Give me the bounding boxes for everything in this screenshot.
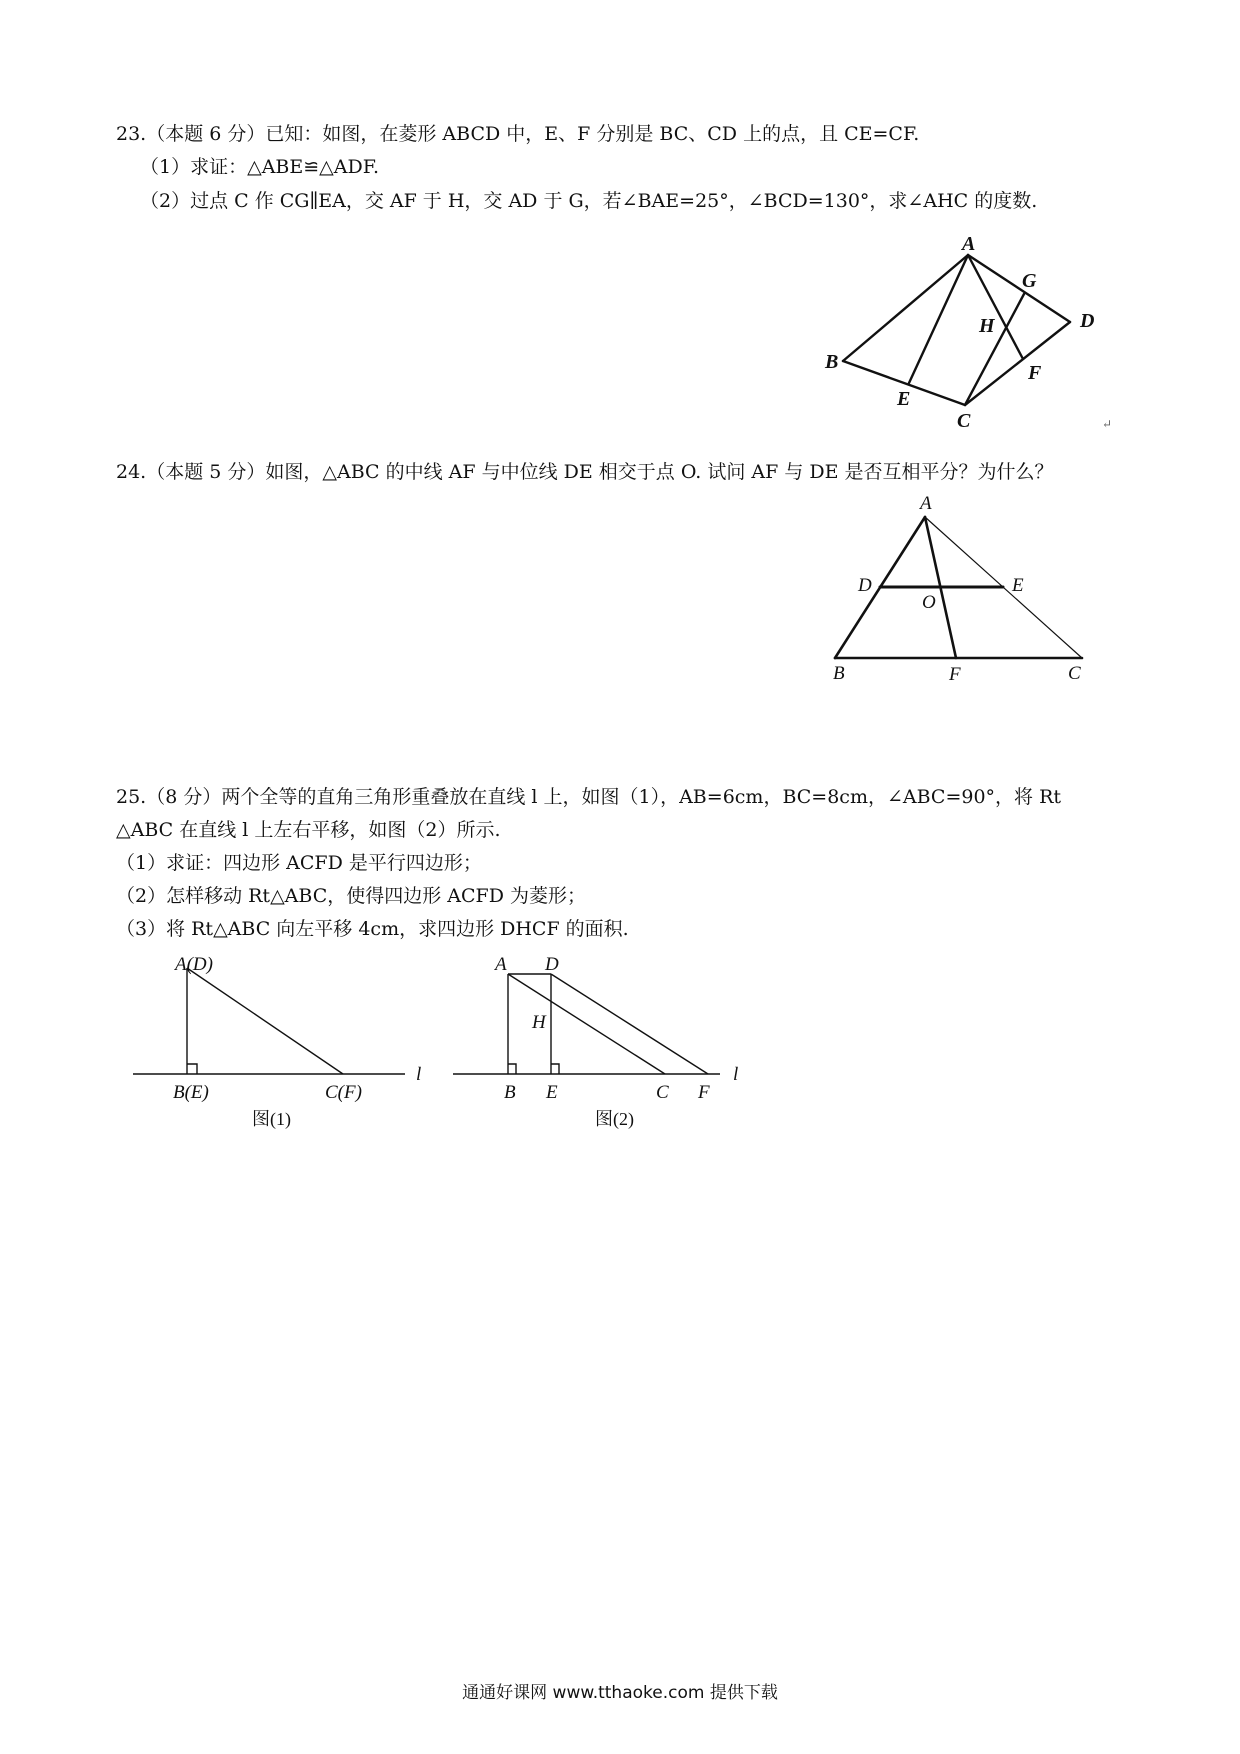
fig1-label-l: l [416, 1064, 422, 1085]
fig1-label-c-f: C(F) [325, 1082, 362, 1103]
footer: 通通好课网 www.tthaoke.com 提供下载 [462, 1683, 778, 1703]
fig2-label-d: D [545, 954, 559, 975]
q23-stem: 23.（本题 6 分）已知：如图，在菱形 ABCD 中，E、F 分别是 BC、CD 上的点，且 CE=CF. [116, 123, 920, 145]
fig2-label-a: A [495, 954, 507, 975]
q23-label-g: G [1022, 270, 1037, 292]
q24-label-b: B [833, 663, 845, 684]
q23-label-d: D [1080, 310, 1095, 332]
q25-part1: （1）求证：四边形 ACFD 是平行四边形； [116, 852, 482, 874]
q25-part2: （2）怎样移动 Rt△ABC，使得四边形 ACFD 为菱形； [116, 885, 587, 907]
q23-label-c: C [957, 410, 971, 432]
fig2-label-l: l [733, 1064, 739, 1085]
q25-stem-line2: △ABC 在直线 l 上左右平移，如图（2）所示. [116, 819, 501, 841]
q25-figure-1 [125, 950, 435, 1130]
fig1-caption: 图(1) [252, 1109, 291, 1129]
return-mark: ↵ [1102, 417, 1113, 431]
fig2-label-e: E [546, 1082, 558, 1103]
fig2-label-h: H [532, 1012, 546, 1033]
q25-part3: （3）将 Rt△ABC 向左平移 4cm，求四边形 DHCF 的面积. [116, 918, 629, 940]
q23-part1: （1）求证：△ABE≌△ADF. [140, 156, 380, 178]
fig2-label-b: B [504, 1082, 516, 1103]
fig2-label-f: F [698, 1082, 710, 1103]
q23-rhombus-figure [800, 235, 1130, 435]
q23-part2: （2）过点 C 作 CG∥EA，交 AF 于 H，交 AD 于 G，若∠BAE=25°，∠BCD=130°，求∠AHC 的度数. [140, 190, 1038, 212]
q23-label-a: A [962, 233, 976, 255]
q24-triangle-figure [820, 495, 1090, 685]
fig1-label-a-d: A(D) [175, 954, 213, 975]
q23-label-b: B [825, 351, 839, 373]
fig2-label-c: C [656, 1082, 669, 1103]
q24-stem: 24.（本题 5 分）如图，△ABC 的中线 AF 与中位线 DE 相交于点 O. 试问 AF 与 DE 是否互相平分？为什么？ [116, 461, 1054, 483]
q24-label-e: E [1012, 575, 1024, 596]
fig1-label-b-e: B(E) [173, 1082, 209, 1103]
q24-label-o: O [922, 592, 936, 613]
q24-label-a: A [920, 493, 932, 514]
q24-label-c: C [1068, 663, 1081, 684]
q25-stem-line1: 25.（8 分）两个全等的直角三角形重叠放在直线 l 上，如图（1），AB=6cm，BC=8cm，∠ABC=90°，将 Rt [116, 786, 1062, 808]
q25-figure-2 [445, 950, 765, 1130]
q24-label-f: F [949, 664, 961, 685]
q23-label-e: E [897, 388, 911, 410]
fig2-caption: 图(2) [595, 1109, 634, 1129]
q23-label-h: H [979, 315, 995, 337]
q23-label-f: F [1028, 362, 1042, 384]
q24-label-d: D [858, 575, 872, 596]
